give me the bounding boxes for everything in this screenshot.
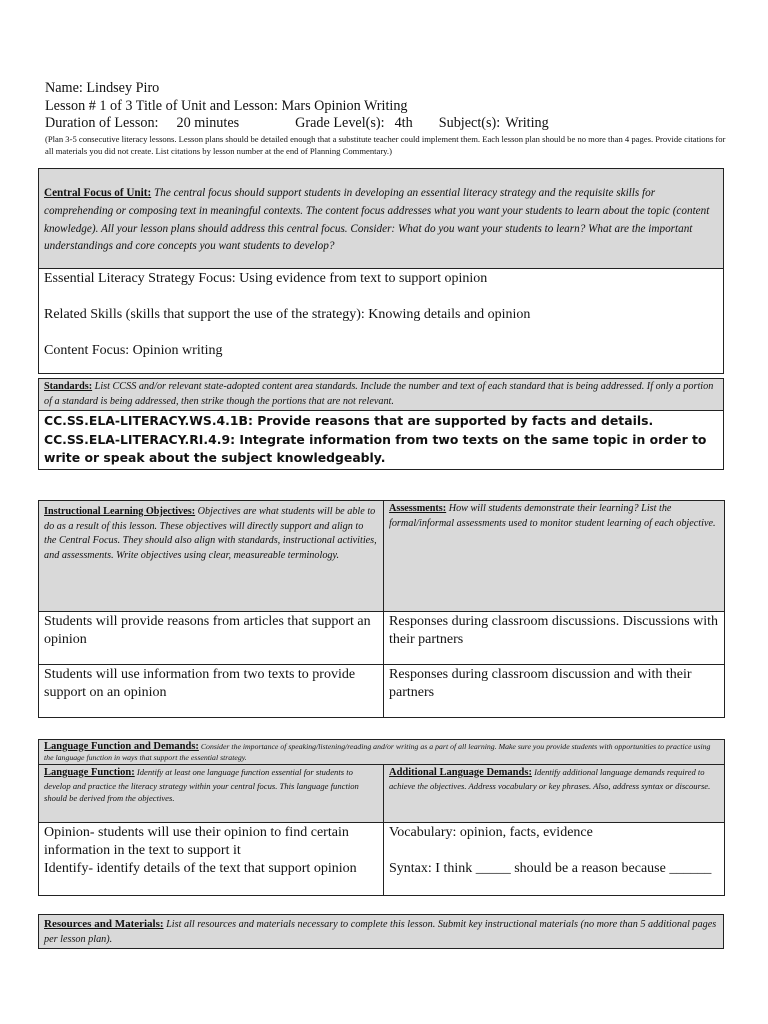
assessments-prompt	[384, 501, 725, 612]
planning-note: (Plan 3-5 consecutive literacy lessons. Lesson plans should be detailed enough that a substitute teacher could implement them. Each lesson plan should be no more than 4 pages. Provide citations for all materials you did not create. List citations by lesson number at the end of Planning Commentary.)	[45, 133, 726, 156]
standards-label: Standards:	[44, 381, 93, 392]
language-demands-label: Additional Language Demands:	[389, 767, 532, 778]
standards-table	[38, 378, 724, 470]
language-function-instructions: Identify at least one language function essential for students to develop and practice the literacy strategy within your central focus. This language function should be derived from the objectives.	[44, 767, 359, 803]
language-demands-prompt	[384, 765, 725, 823]
standard-item: CC.SS.ELA-LITERACY.RI.4.9: Integrate information from two texts on the same topic in order to write or speak about the subject knowledgeably.	[44, 431, 707, 466]
central-focus-response	[39, 269, 724, 374]
central-focus-instructions: The central focus should support students in developing an essential literacy strategy and the requisite skills for comprehending or composing text in meaningful contexts. The content focus addresses what you want your students to learn about the topic (content knowledge). All your lesson plans should address this central focus. Consider: What do you want your students to learn? What are the important understandings and core concepts you want students to develop?	[44, 187, 710, 253]
objectives-instructions: Objectives are what students will be able to do as a result of this lesson. These objectives will directly support and align to the Central Focus. They should also align with standards, instructional activities, and assessments. Write objectives using clear, measureable terminology.	[44, 506, 377, 561]
grade-value: 4th	[394, 115, 413, 132]
language-demands-instructions: Identify additional language demands required to achieve the objectives. Address vocabulary or key phrases. Also, address syntax or discourse.	[389, 767, 711, 791]
teacher-name: Name: Lindsey Piro	[45, 80, 160, 96]
grade-label: Grade Level(s):	[295, 115, 385, 132]
language-instructions: Consider the importance of speaking/listening/reading and/or writing as a part of all learning. Make sure you provide students with opportunities to practice using the language function in ways that support the essential strategy.	[44, 742, 711, 762]
duration-label: Duration of Lesson:	[45, 115, 159, 132]
central-focus-prompt	[39, 169, 724, 269]
assessment-cell: Responses during classroom discussion and with their partners	[384, 665, 725, 718]
objective-cell: Students will provide reasons from articles that support an opinion	[39, 612, 384, 665]
assessments-label: Assessments:	[389, 503, 447, 514]
standard-item: CC.SS.ELA-LITERACY.WS.4.1B: Provide reasons that are supported by facts and details.	[44, 413, 654, 429]
language-function-opinion: Opinion- students will use their opinion to find certain information in the text to support it	[44, 825, 349, 858]
vocabulary-line: Vocabulary: opinion, facts, evidence	[389, 825, 593, 840]
lesson-meta-line	[45, 115, 735, 133]
objectives-table	[38, 500, 725, 718]
language-label: Language Function and Demands:	[44, 741, 199, 752]
objective-cell: Students will use information from two texts to provide support on an opinion	[39, 665, 384, 718]
standards-prompt	[39, 379, 724, 411]
syntax-line: Syntax: I think _____ should be a reason because ______	[389, 861, 712, 876]
literacy-strategy-focus: Essential Literacy Strategy Focus: Using evidence from text to support opinion	[44, 271, 488, 286]
language-function-identify: Identify- identify details of the text that support opinion	[44, 861, 357, 876]
resources-instructions: List all resources and materials necessary to complete this lesson. Submit key instructional materials (no more than 5 additional pages per lesson plan).	[44, 919, 717, 945]
lesson-title-line	[45, 98, 735, 116]
resources-prompt	[39, 915, 724, 949]
objectives-prompt	[39, 501, 384, 612]
resources-label: Resources and Materials:	[44, 918, 164, 930]
resources-table	[38, 914, 724, 949]
language-table	[38, 739, 725, 896]
language-demands-response	[384, 823, 725, 896]
language-function-response	[39, 823, 384, 896]
central-focus-table	[38, 168, 724, 374]
language-prompt	[39, 740, 725, 765]
related-skills: Related Skills (skills that support the use of the strategy): Knowing details and opinion	[44, 307, 531, 322]
central-focus-label: Central Focus of Unit:	[44, 187, 152, 199]
lesson-header	[45, 80, 735, 157]
objectives-label: Instructional Learning Objectives:	[44, 506, 196, 517]
content-focus: Content Focus: Opinion writing	[44, 343, 223, 358]
assessment-cell: Responses during classroom discussions. Discussions with their partners	[384, 612, 725, 665]
subject-value: Writing	[505, 115, 549, 132]
lesson-title: Mars Opinion Writing	[281, 97, 408, 114]
subject-label: Subject(s):	[438, 115, 501, 132]
standards-instructions: List CCSS and/or relevant state-adopted content area standards. Include the number and text of each standard that is being addressed. If only a portion of a standard is being addressed, then strike though the portions that are not relevant.	[44, 381, 714, 407]
assessments-instructions: How will students demonstrate their learning? List the formal/informal assessments used to monitor student learning of each objective.	[389, 503, 716, 529]
language-function-label: Language Function:	[44, 767, 135, 778]
standards-list	[39, 411, 724, 470]
language-function-prompt	[39, 765, 384, 823]
duration-value: 20 minutes	[176, 115, 240, 132]
lesson-prefix: Lesson # 1 of 3 Title of Unit and Lesson:	[45, 97, 278, 114]
